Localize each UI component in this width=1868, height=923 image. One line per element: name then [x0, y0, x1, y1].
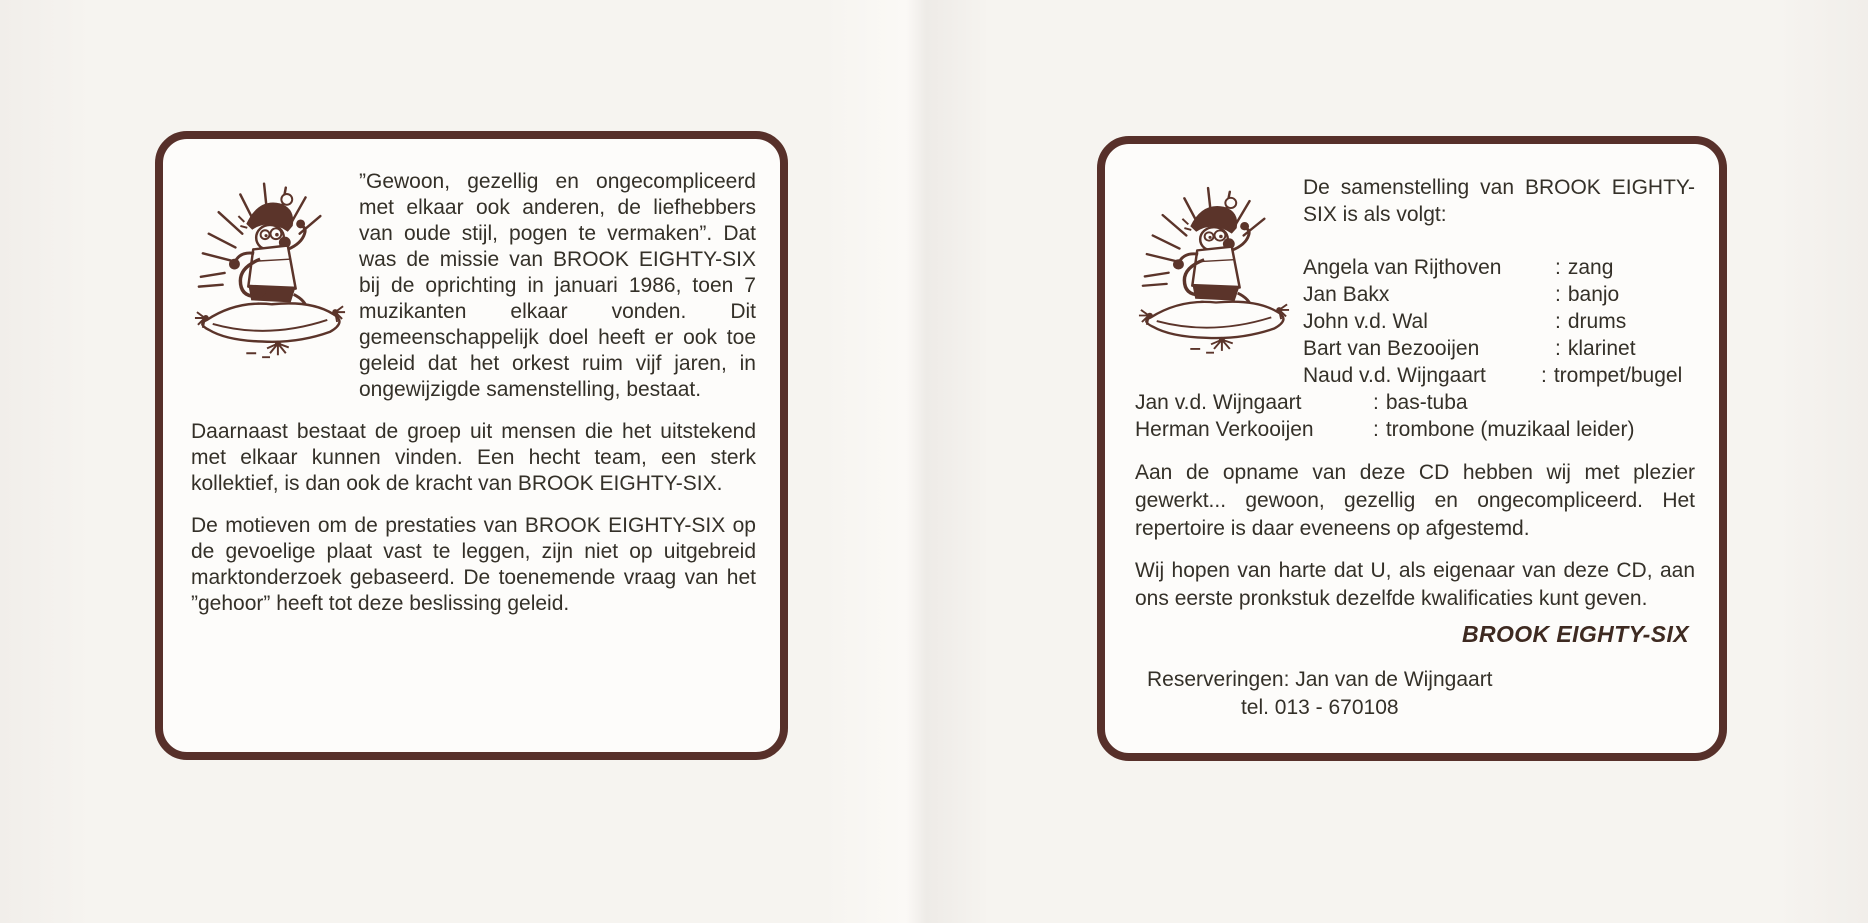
member-name: Jan Bakx [1303, 283, 1390, 306]
member-instrument: banjo [1567, 283, 1620, 306]
member-instrument: klarinet [1567, 337, 1636, 360]
member-separator: : [1555, 283, 1561, 306]
left-paragraph-mission: ”Gewoon, gezellig en ongecompliceerd met elkaar ook anderen, de liefhebbers van oude stijl, pogen te vermaken”. Dat was de missie van BROOK EIGHTY-SIX bij de oprichting in januari 1986, toen 7 muzikanten elkaar vonden. Dit gemeenschappelijk doel heeft er ook toe geleid dat het orkest ruim vijf jaren, in ongewijzigde samenstelling, bestaat. [359, 170, 756, 401]
member-separator: : [1555, 256, 1561, 279]
member-name: John v.d. Wal [1303, 310, 1428, 333]
member-separator: : [1555, 337, 1561, 360]
right-paragraph-hope: Wij hopen van harte dat U, als eigenaar van deze CD, aan ons eerste pronkstuk dezelfde kwalificaties kunt geven. [1135, 559, 1695, 610]
member-name: Bart van Bezooijen [1303, 337, 1480, 360]
booklet-right-page [1097, 136, 1727, 761]
booklet-left-page [155, 131, 788, 760]
member-instrument: bas-tuba [1385, 391, 1468, 414]
band-signature: BROOK EIGHTY-SIX [1461, 621, 1689, 647]
reservations-block [1135, 666, 1695, 721]
member-separator: : [1541, 364, 1547, 387]
right-paragraph-recording: Aan de opname van deze CD hebben wij met plezier gewerkt... gewoon, gezellig en ongecompliceerd. Het repertoire is daar eveneens op afgestemd. [1135, 461, 1695, 540]
member-name: Jan v.d. Wijngaart [1135, 391, 1302, 414]
left-paragraph-team: Daarnaast bestaat de groep uit mensen die het uitstekend met elkaar kunnen vinden. Een hecht team, een sterk kollektief, is dan ook de kracht van BROOK EIGHTY-SIX. [191, 420, 756, 495]
member-separator: : [1555, 310, 1561, 333]
member-name: Angela van Rijthoven [1303, 256, 1502, 279]
jester-mascot-illustration [1135, 176, 1293, 362]
member-separator: : [1373, 418, 1379, 441]
member-row [1135, 416, 1695, 443]
reservations-contact: Reserveringen: Jan van de Wijngaart [1147, 668, 1493, 691]
member-instrument: zang [1567, 256, 1614, 279]
member-separator: : [1373, 391, 1379, 414]
member-instrument: drums [1567, 310, 1627, 333]
lineup-intro: De samenstelling van BROOK EIGHTY-SIX is als volgt: [1303, 176, 1695, 226]
member-name: Herman Verkooijen [1135, 418, 1314, 441]
reservations-phone: tel. 013 - 670108 [1240, 696, 1399, 719]
member-name: Naud v.d. Wijngaart [1303, 364, 1486, 387]
member-row [1135, 389, 1695, 416]
member-row [1135, 362, 1695, 389]
member-instrument: trombone (muzikaal leider) [1385, 418, 1635, 441]
jester-mascot-illustration [191, 171, 349, 367]
member-instrument: trompet/bugel [1553, 364, 1683, 387]
left-paragraph-motives: De motieven om de prestaties van BROOK EIGHTY-SIX op de gevoelige plaat vast te leggen, zijn niet op uitgebreid marktonderzoek gebaseerd. De toenemende vraag van het ”gehoor” heeft tot deze beslissing geleid. [191, 514, 756, 615]
